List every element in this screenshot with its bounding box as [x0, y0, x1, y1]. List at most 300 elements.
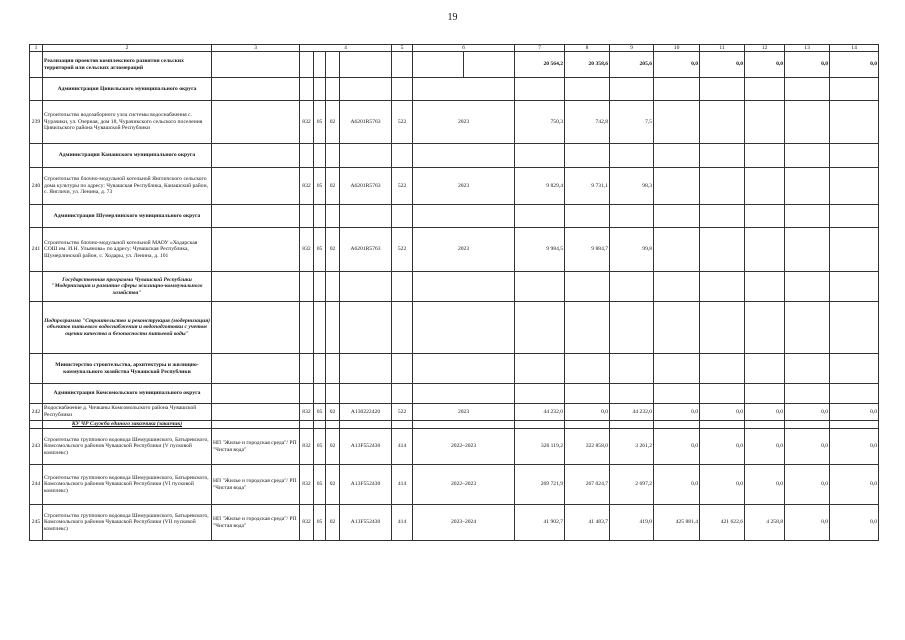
value-cell — [654, 384, 700, 404]
year-cell — [413, 205, 515, 228]
year-cell: 2022–2023 — [413, 429, 515, 465]
value-cell — [515, 144, 565, 168]
value-cell: 0,0 — [565, 404, 610, 421]
header-cell: 10 — [654, 45, 700, 52]
num-cell — [30, 205, 43, 228]
section-row — [30, 78, 879, 101]
value-cell — [610, 205, 654, 228]
program-cell — [212, 168, 300, 205]
value-cell — [515, 272, 565, 302]
code-cell — [392, 144, 413, 168]
code-cell: 02 — [326, 465, 340, 505]
code-cell — [392, 302, 413, 354]
value-cell — [654, 228, 700, 272]
code-cell — [326, 421, 340, 429]
value-cell: 98,3 — [610, 168, 654, 205]
value-cell: 99,8 — [610, 228, 654, 272]
value-cell — [654, 101, 700, 144]
value-cell: 0,0 — [700, 429, 745, 465]
value-cell: 44 232,0 — [515, 404, 565, 421]
value-cell — [785, 228, 830, 272]
value-cell — [565, 421, 610, 429]
program-cell — [212, 144, 300, 168]
value-cell — [565, 144, 610, 168]
program-cell — [212, 421, 300, 429]
value-cell: 0,0 — [700, 404, 745, 421]
value-cell — [700, 302, 745, 354]
code-cell — [340, 144, 392, 168]
header-cell: 1 — [30, 45, 43, 52]
year-cell — [413, 421, 515, 429]
header-cell: 6 — [413, 45, 515, 52]
code-cell — [340, 272, 392, 302]
value-cell — [785, 421, 830, 429]
value-cell: 742,8 — [565, 101, 610, 144]
year-cell: 2022–2023 — [413, 465, 515, 505]
header-cell: 7 — [515, 45, 565, 52]
row-heading: Администрация Шумерлинского муниципального округа — [43, 205, 212, 228]
header-cell: 3 — [212, 45, 300, 52]
code-cell — [326, 272, 340, 302]
value-cell — [830, 228, 879, 272]
code-cell: 02 — [326, 168, 340, 205]
value-cell: 9 829,4 — [515, 168, 565, 205]
value-cell: 0,0 — [830, 505, 879, 541]
value-cell: 0,0 — [700, 52, 745, 78]
code-cell — [340, 354, 392, 384]
budget-table — [29, 44, 879, 541]
value-cell — [785, 101, 830, 144]
value-cell — [610, 78, 654, 101]
value-cell — [830, 354, 879, 384]
code-cell: 05 — [314, 168, 326, 205]
value-cell: 0,0 — [654, 429, 700, 465]
value-cell — [700, 168, 745, 205]
value-cell — [745, 354, 785, 384]
code-cell — [300, 421, 314, 429]
program-cell — [212, 205, 300, 228]
code-cell: 522 — [392, 168, 413, 205]
program-cell — [212, 404, 300, 421]
value-cell: 425 881,4 — [654, 505, 700, 541]
code-cell — [326, 384, 340, 404]
value-cell: 0,0 — [654, 52, 700, 78]
row-number: 244 — [30, 465, 43, 505]
year-cell — [464, 52, 515, 78]
value-cell — [785, 168, 830, 205]
code-cell — [314, 354, 326, 384]
row-description: Реализация проектов комплексного развития сельских территорий или сельских агломераций — [43, 52, 212, 78]
code-cell: 05 — [314, 429, 326, 465]
value-cell — [654, 144, 700, 168]
code-cell: 832 — [300, 505, 314, 541]
header-cell: 8 — [565, 45, 610, 52]
row-heading: Министерство строительства, архитектуры и жилищно-коммунального хозяйства Чувашской Республики — [43, 354, 212, 384]
code-cell — [392, 354, 413, 384]
code-cell — [300, 78, 314, 101]
row-heading: Администрация Канашского муниципального округа — [43, 144, 212, 168]
value-cell — [565, 78, 610, 101]
value-cell — [830, 101, 879, 144]
value-cell — [515, 205, 565, 228]
code-cell — [300, 144, 314, 168]
code-cell: 05 — [314, 465, 326, 505]
header-cell: 4 — [300, 45, 392, 52]
row-number: 241 — [30, 228, 43, 272]
value-cell: 2 697,2 — [610, 465, 654, 505]
value-cell — [785, 78, 830, 101]
value-cell: 0,0 — [745, 429, 785, 465]
program-cell — [212, 101, 300, 144]
value-cell — [654, 354, 700, 384]
row-description: Водоснабжение д. Чичканы Комсомольского района Чувашской Республики — [43, 404, 212, 421]
value-cell — [610, 354, 654, 384]
program-cell: НП "Жилье и городская среда"/ РП "Чистая вода" — [212, 465, 300, 505]
program-row — [30, 302, 879, 354]
code-cell — [314, 205, 326, 228]
value-cell — [515, 384, 565, 404]
section-row — [30, 354, 879, 384]
program-cell: НП "Жилье и городская среда"/ РП "Чистая вода" — [212, 505, 300, 541]
value-cell — [745, 228, 785, 272]
value-cell: 421 622,6 — [700, 505, 745, 541]
value-cell — [830, 168, 879, 205]
value-cell — [745, 168, 785, 205]
program-cell: НП "Жилье и городская среда"/ РП "Чистая вода" — [212, 429, 300, 465]
value-cell — [610, 421, 654, 429]
value-cell: 750,3 — [515, 101, 565, 144]
code-cell: 832 — [300, 101, 314, 144]
code-cell — [300, 384, 314, 404]
code-cell — [326, 205, 340, 228]
value-cell — [565, 354, 610, 384]
value-cell: 0,0 — [654, 404, 700, 421]
code-cell: A6201R5763 — [340, 168, 392, 205]
header-cell: 9 — [610, 45, 654, 52]
value-cell — [700, 354, 745, 384]
code-cell — [314, 384, 326, 404]
code-cell — [314, 144, 326, 168]
num-cell — [30, 302, 43, 354]
num-cell — [30, 354, 43, 384]
value-cell: 20 564,2 — [515, 52, 565, 78]
value-cell: 0,0 — [785, 429, 830, 465]
value-cell: 0,0 — [785, 404, 830, 421]
value-cell: 0,0 — [700, 465, 745, 505]
code-cell — [340, 52, 392, 78]
row-heading: Подпрограмма "Строительство и реконструкция (модернизация) объектов питьевого водоснабжения и водоподготовки с учетом оценки качества и безопасности питьевой воды" — [43, 302, 212, 354]
value-cell — [654, 421, 700, 429]
code-cell — [340, 205, 392, 228]
code-cell: 05 — [314, 404, 326, 421]
value-cell — [700, 144, 745, 168]
code-cell: 414 — [392, 505, 413, 541]
value-cell — [830, 144, 879, 168]
year-cell — [413, 384, 515, 404]
table-row — [30, 429, 879, 465]
code-cell: 522 — [392, 101, 413, 144]
code-cell — [326, 302, 340, 354]
num-cell — [30, 52, 43, 78]
value-cell: 267 024,7 — [565, 465, 610, 505]
value-cell: 20 358,6 — [565, 52, 610, 78]
header-cell: 2 — [43, 45, 212, 52]
row-number: 239 — [30, 101, 43, 144]
value-cell — [830, 78, 879, 101]
value-cell — [830, 205, 879, 228]
value-cell: 0,0 — [830, 404, 879, 421]
value-cell — [785, 384, 830, 404]
code-cell — [300, 354, 314, 384]
code-cell: 832 — [300, 465, 314, 505]
row-description: Строительство группового водовода Шемуршинского, Батыревского, Комсомольского районов Чувашской Республики (V пусковой комплекс) — [43, 429, 212, 465]
value-cell — [700, 272, 745, 302]
value-cell: 4 258,8 — [745, 505, 785, 541]
value-cell — [610, 384, 654, 404]
row-heading: КУ ЧР Служба единого заказчика (заказчик) — [43, 421, 212, 429]
value-cell — [785, 272, 830, 302]
program-cell — [212, 272, 300, 302]
num-cell — [30, 421, 43, 429]
code-cell — [392, 384, 413, 404]
value-cell — [700, 228, 745, 272]
section-row — [30, 384, 879, 404]
value-cell — [700, 78, 745, 101]
code-cell: 522 — [392, 228, 413, 272]
row-description: Строительство водозаборного узла системы водоснабжения с. Чурачики, ул. Озерная, дом 18, Чурачикского сельского поселения Цивильского района Чувашской Республики — [43, 101, 212, 144]
year-cell: 2023–2024 — [413, 505, 515, 541]
code-cell — [340, 421, 392, 429]
value-cell — [745, 302, 785, 354]
code-cell: 02 — [326, 228, 340, 272]
value-cell — [745, 384, 785, 404]
value-cell: 3 261,2 — [610, 429, 654, 465]
year-cell: 2023 — [413, 101, 515, 144]
year-cell: 2023 — [413, 228, 515, 272]
value-cell — [745, 78, 785, 101]
value-cell — [745, 272, 785, 302]
value-cell: 44 232,0 — [610, 404, 654, 421]
value-cell — [515, 78, 565, 101]
code-cell — [326, 354, 340, 384]
code-cell — [300, 272, 314, 302]
value-cell — [830, 302, 879, 354]
value-cell: 269 721,9 — [515, 465, 565, 505]
value-cell: 326 119,2 — [515, 429, 565, 465]
value-cell — [700, 384, 745, 404]
value-cell: 322 858,0 — [565, 429, 610, 465]
code-cell — [392, 205, 413, 228]
code-cell — [326, 78, 340, 101]
code-cell: A130222420 — [340, 404, 392, 421]
value-cell: 9 984,5 — [515, 228, 565, 272]
value-cell — [745, 421, 785, 429]
program-cell — [212, 78, 300, 101]
value-cell: 0,0 — [830, 52, 879, 78]
table-row — [30, 465, 879, 505]
kucr-row — [30, 421, 879, 429]
value-cell: 0,0 — [745, 52, 785, 78]
value-cell — [830, 384, 879, 404]
year-cell — [413, 144, 515, 168]
value-cell: 0,0 — [785, 52, 830, 78]
row-description: Строительство блочно-модульной котельной МАОУ «Ходарская СОШ им. И.Н. Ульянова» по адресу: Чувашская Республика, Шумерлинский район, с. Ходары, ул. Ленина, д. 101 — [43, 228, 212, 272]
value-cell — [654, 205, 700, 228]
code-cell: A13F552430 — [340, 465, 392, 505]
header-cell: 13 — [785, 45, 830, 52]
value-cell — [654, 168, 700, 205]
year-cell — [413, 272, 515, 302]
row-number: 243 — [30, 429, 43, 465]
table-row — [30, 404, 879, 421]
value-cell: 7,5 — [610, 101, 654, 144]
code-cell — [326, 144, 340, 168]
value-cell: 0,0 — [785, 505, 830, 541]
value-cell — [700, 421, 745, 429]
code-cell: A6201R5763 — [340, 101, 392, 144]
row-number: 240 — [30, 168, 43, 205]
value-cell: 0,0 — [830, 429, 879, 465]
value-cell — [745, 205, 785, 228]
header-cell: 14 — [830, 45, 879, 52]
table-row — [30, 228, 879, 272]
value-cell — [565, 302, 610, 354]
value-cell: 205,6 — [610, 52, 654, 78]
code-cell: 522 — [392, 404, 413, 421]
value-cell: 0,0 — [654, 465, 700, 505]
program-cell — [212, 354, 300, 384]
code-cell: 05 — [314, 505, 326, 541]
code-cell — [314, 272, 326, 302]
code-cell: 832 — [300, 168, 314, 205]
code-cell — [392, 272, 413, 302]
section-row — [30, 144, 879, 168]
table-body — [30, 45, 879, 541]
year-cell — [413, 302, 515, 354]
row-number: 242 — [30, 404, 43, 421]
row-description: Строительство группового водовода Шемуршинского, Батыревского, Комсомольского районов Чувашской Республики (VII пусковой комплекс) — [43, 505, 212, 541]
value-cell — [830, 272, 879, 302]
code-cell — [326, 52, 340, 78]
code-cell: 05 — [314, 228, 326, 272]
program-cell — [212, 302, 300, 354]
code-cell — [314, 52, 326, 78]
value-cell — [565, 205, 610, 228]
code-cell — [413, 52, 464, 78]
code-cell: 414 — [392, 429, 413, 465]
code-cell: A6201R5763 — [340, 228, 392, 272]
code-cell: 02 — [326, 429, 340, 465]
row-heading: Администрация Комсомольского муниципального округа — [43, 384, 212, 404]
code-cell — [340, 384, 392, 404]
row-description: Строительство группового водовода Шемуршинского, Батыревского, Комсомольского районов Чувашской Республики (VI пусковой комплекс) — [43, 465, 212, 505]
value-cell: 9 884,7 — [565, 228, 610, 272]
code-cell: 02 — [326, 101, 340, 144]
year-cell: 2023 — [413, 168, 515, 205]
value-cell — [515, 421, 565, 429]
table-row — [30, 101, 879, 144]
num-cell — [30, 272, 43, 302]
value-cell — [654, 272, 700, 302]
header-cell: 12 — [745, 45, 785, 52]
value-cell — [785, 354, 830, 384]
code-cell — [314, 302, 326, 354]
value-cell — [654, 302, 700, 354]
year-cell — [413, 78, 515, 101]
code-cell: 832 — [300, 429, 314, 465]
code-cell: A13F552430 — [340, 429, 392, 465]
value-cell — [654, 78, 700, 101]
header-row — [30, 45, 879, 52]
code-cell: 414 — [392, 465, 413, 505]
code-cell — [340, 302, 392, 354]
value-cell — [700, 101, 745, 144]
year-cell — [413, 354, 515, 384]
program-cell — [212, 228, 300, 272]
num-cell — [30, 384, 43, 404]
num-cell — [30, 78, 43, 101]
code-cell — [392, 421, 413, 429]
value-cell: 0,0 — [830, 465, 879, 505]
row-heading: Администрация Цивильского муниципального округа — [43, 78, 212, 101]
value-cell — [830, 421, 879, 429]
table-row — [30, 168, 879, 205]
value-cell — [745, 144, 785, 168]
code-cell: 02 — [326, 505, 340, 541]
value-cell: 41 483,7 — [565, 505, 610, 541]
num-cell — [30, 144, 43, 168]
program-row — [30, 272, 879, 302]
value-cell: 419,0 — [610, 505, 654, 541]
total-row — [30, 52, 879, 78]
row-number: 245 — [30, 505, 43, 541]
code-cell — [300, 302, 314, 354]
code-cell — [300, 205, 314, 228]
value-cell: 0,0 — [745, 465, 785, 505]
value-cell — [610, 272, 654, 302]
code-cell: 832 — [300, 228, 314, 272]
value-cell — [700, 205, 745, 228]
value-cell — [785, 302, 830, 354]
page-number: 19 — [447, 12, 458, 23]
value-cell: 9 731,1 — [565, 168, 610, 205]
row-heading: Государственная программа Чувашской Республики "Модернизация и развитие сферы жилищно-коммунального хозяйства" — [43, 272, 212, 302]
code-cell — [300, 52, 314, 78]
code-cell — [392, 78, 413, 101]
value-cell — [610, 144, 654, 168]
code-cell: A13F552430 — [340, 505, 392, 541]
value-cell — [610, 302, 654, 354]
value-cell — [785, 205, 830, 228]
header-cell: 11 — [700, 45, 745, 52]
code-cell: 832 — [300, 404, 314, 421]
code-cell — [340, 78, 392, 101]
value-cell — [515, 354, 565, 384]
row-description: Строительство блочно-модульной котельной Янгличского сельского дома культуры по адресу: Чувашская Республика, Канашский район, с. Янгличи, ул. Ленина, д. 73 — [43, 168, 212, 205]
value-cell — [565, 272, 610, 302]
value-cell — [565, 384, 610, 404]
section-row — [30, 205, 879, 228]
code-cell: 02 — [326, 404, 340, 421]
value-cell — [515, 302, 565, 354]
value-cell — [745, 101, 785, 144]
year-cell: 2023 — [413, 404, 515, 421]
header-cell: 5 — [392, 45, 413, 52]
code-cell: 05 — [314, 101, 326, 144]
value-cell: 0,0 — [785, 465, 830, 505]
code-cell — [392, 52, 413, 78]
code-cell — [314, 78, 326, 101]
